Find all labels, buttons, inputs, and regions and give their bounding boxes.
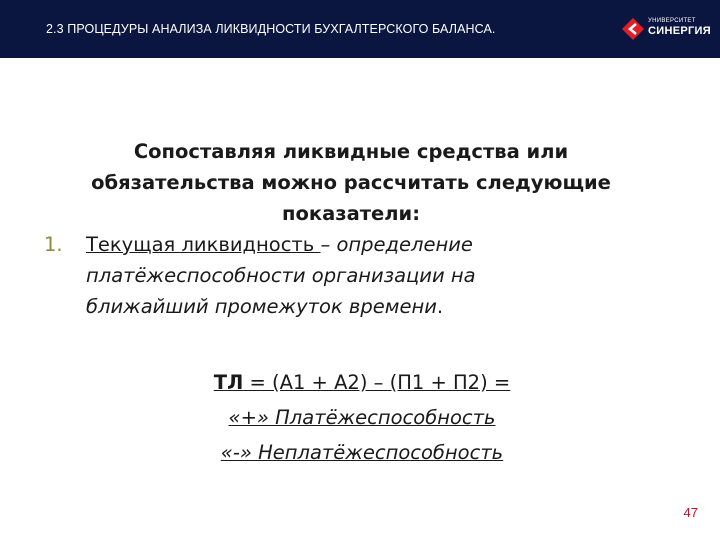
term-current-liquidity: Текущая ликвидность <box>86 233 321 256</box>
intro-line: показатели: <box>281 202 421 225</box>
synergy-logo <box>622 16 718 44</box>
list-item-first-line <box>86 229 720 260</box>
definition-line: ближайший промежуток времени <box>86 295 437 318</box>
intro-text <box>0 136 711 229</box>
formula-negative: «-» Неплатёжеспособность <box>220 441 504 464</box>
formula-block <box>0 365 720 470</box>
list-item-number: 1. <box>44 233 63 256</box>
list-item-last-line <box>86 291 720 322</box>
definition-end: . <box>436 295 444 318</box>
definition-line: платёжеспособности организации на <box>86 264 476 287</box>
definition-line: определение <box>336 233 473 256</box>
logo-brand-label: СИНЕРГИЯ <box>648 25 711 37</box>
formula-positive: «+» Платёжеспособность <box>228 406 496 429</box>
intro-line: Сопоставляя ликвидные средства или <box>133 140 569 163</box>
formula-line <box>2 365 720 400</box>
synergy-logo-icon <box>622 18 644 40</box>
intro-line: обязательства можно рассчитать следующие <box>91 171 611 194</box>
term-dash: – <box>320 233 337 256</box>
formula-label: ТЛ <box>213 371 244 394</box>
list-item <box>0 229 720 322</box>
slide-title: 2.3 ПРОЦЕДУРЫ АНАЛИЗА ЛИКВИДНОСТИ БУХГАЛТЕРСКОГО БАЛАНСА. <box>46 22 496 36</box>
slide-header <box>0 0 720 58</box>
formula-expression: = (А1 + А2) – (П1 + П2) = <box>243 371 511 394</box>
slide-body <box>0 136 720 322</box>
page-number: 47 <box>683 505 698 520</box>
logo-university-label: УНИВЕРСИТЕТ <box>648 18 696 24</box>
